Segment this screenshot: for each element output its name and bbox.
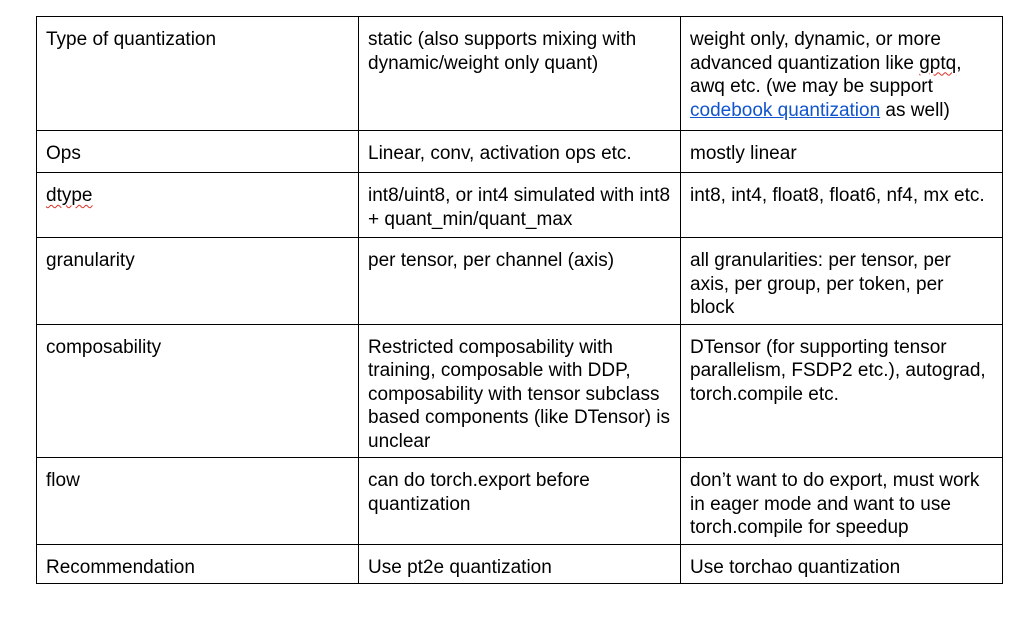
pt2e-text: int8/uint8, or int4 simulated with int8 + quant_min/quant_max bbox=[368, 185, 671, 230]
table-row-dtype bbox=[37, 173, 1003, 238]
row-label: Ops bbox=[46, 143, 81, 164]
torchao-cell[interactable] bbox=[681, 131, 1003, 173]
row-label-cell[interactable] bbox=[37, 324, 359, 458]
torchao-cell[interactable] bbox=[681, 458, 1003, 545]
table-row-granularity bbox=[37, 238, 1003, 325]
row-label: Recommendation bbox=[46, 556, 195, 578]
pt2e-cell[interactable] bbox=[359, 324, 681, 458]
pt2e-text: per tensor, per channel (axis) bbox=[368, 250, 615, 271]
table-row-type bbox=[37, 17, 1003, 131]
torchao-text-part: weight only, dynamic, or more advanced quantization like bbox=[690, 29, 941, 74]
row-label-cell[interactable] bbox=[37, 544, 359, 584]
row-label-cell[interactable] bbox=[37, 173, 359, 238]
comparison-table bbox=[36, 16, 1003, 584]
torchao-cell[interactable] bbox=[681, 17, 1003, 131]
codebook-quantization-link[interactable]: codebook quantization bbox=[690, 99, 881, 121]
row-label: composability bbox=[46, 336, 162, 358]
torchao-text: int8, int4, float8, float6, nf4, mx etc. bbox=[690, 185, 985, 206]
pt2e-text: static (also supports mixing with dynamic/weight only quant) bbox=[368, 29, 637, 74]
pt2e-cell[interactable] bbox=[359, 131, 681, 173]
row-label: granularity bbox=[46, 250, 135, 271]
spellcheck-word[interactable]: gptq bbox=[919, 52, 957, 74]
torchao-text: all granularities: per tensor, per axis, per group, per token, per block bbox=[690, 250, 951, 318]
table-row-flow bbox=[37, 458, 1003, 545]
table-row-composability bbox=[37, 324, 1003, 458]
row-label: flow bbox=[46, 470, 80, 491]
pt2e-cell[interactable] bbox=[359, 544, 681, 584]
torchao-text-part: as well) bbox=[880, 99, 950, 121]
torchao-text-part: , awq etc. (we may be support bbox=[690, 52, 962, 97]
torchao-text: don’t want to do export, must work in eager mode and want to use torch.compile for speedup bbox=[690, 470, 980, 538]
pt2e-text: Linear, conv, activation ops etc. bbox=[368, 143, 632, 164]
torchao-cell[interactable] bbox=[681, 238, 1003, 325]
row-label-cell[interactable] bbox=[37, 131, 359, 173]
row-label: Type of quantization bbox=[46, 29, 217, 50]
torchao-text: DTensor (for supporting tensor parallelism, FSDP2 etc.), autograd, torch.compile etc. bbox=[690, 336, 986, 405]
pt2e-text: can do torch.export before quantization bbox=[368, 470, 590, 515]
torchao-cell[interactable] bbox=[681, 324, 1003, 458]
table-row-ops bbox=[37, 131, 1003, 173]
pt2e-cell[interactable] bbox=[359, 17, 681, 131]
pt2e-cell[interactable] bbox=[359, 238, 681, 325]
row-label-cell[interactable] bbox=[37, 238, 359, 325]
pt2e-text: Restricted composability with training, composable with DDP, composability with tensor subclass based components (like DTensor) is unclear bbox=[368, 336, 671, 452]
pt2e-cell[interactable] bbox=[359, 458, 681, 545]
table-row-recommendation bbox=[37, 544, 1003, 584]
pt2e-cell[interactable] bbox=[359, 173, 681, 238]
row-label-cell[interactable] bbox=[37, 458, 359, 545]
torchao-text: mostly linear bbox=[690, 143, 797, 164]
torchao-text: Use torchao quantization bbox=[690, 556, 901, 578]
pt2e-text: Use pt2e quantization bbox=[368, 556, 552, 578]
torchao-cell[interactable] bbox=[681, 544, 1003, 584]
torchao-cell[interactable] bbox=[681, 173, 1003, 238]
row-label: dtype bbox=[46, 185, 93, 206]
row-label-cell[interactable] bbox=[37, 17, 359, 131]
